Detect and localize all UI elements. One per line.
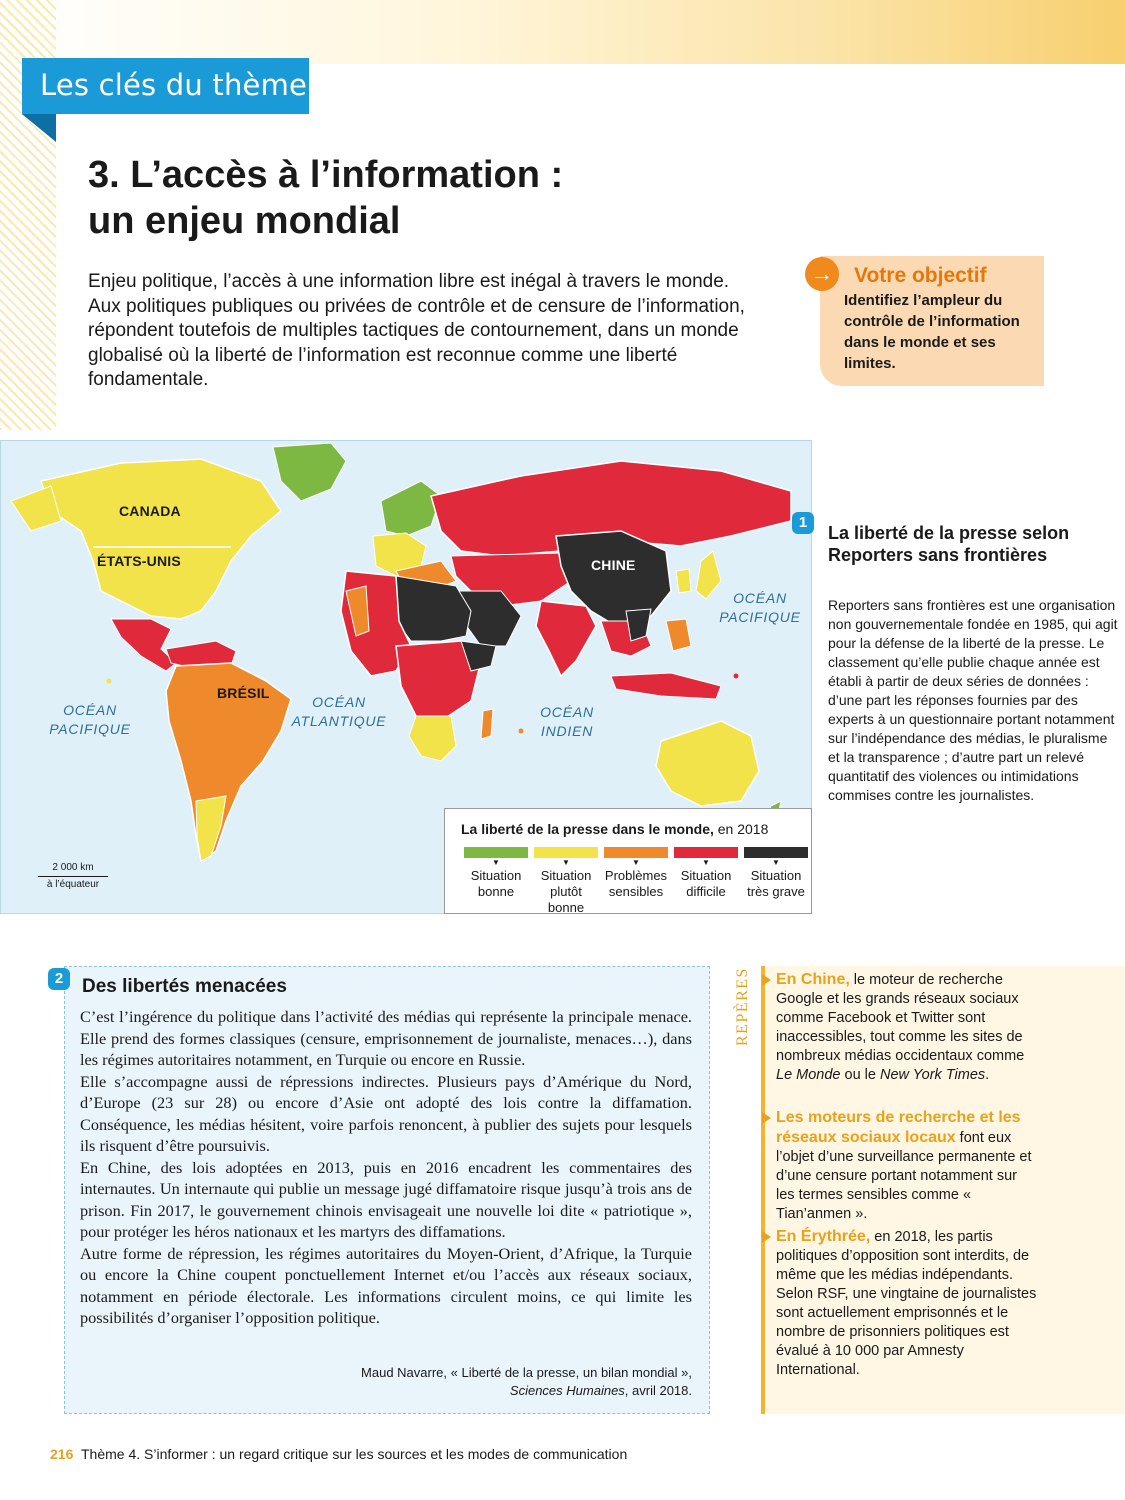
legend-item-label: Situation très grave — [747, 868, 805, 899]
ocean-label-line: PACIFIQUE — [49, 721, 131, 737]
arrow-right-icon: → — [805, 257, 839, 291]
title-line-2: un enjeu mondial — [88, 200, 401, 242]
legend-item — [741, 847, 811, 916]
legend-tick-icon: ▼ — [562, 858, 570, 867]
reperes-item-text: en 2018, les partis politiques d’opposition sont interdits, de même que les médias indépendants. Selon RSF, une vingtaine de journalistes sont actuellement emprisonnés et le nombre de prisonniers politiques est évalué à 10 000 par Amnesty International. — [776, 1229, 1037, 1378]
map-scale — [38, 862, 108, 890]
map-label-chine: CHINE — [591, 557, 636, 573]
legend-swatch — [604, 847, 668, 858]
ocean-label-line: OCÉAN — [540, 704, 594, 720]
doc2-paragraph: C’est l’ingérence du politique dans l’activité des médias qui représente la principale menace. Elle prend des formes classiques (censure, emprisonnement de journaliste, menaces…), dans les régimes autoritaires notamment, en Turquie ou encore en Russie. — [80, 1007, 692, 1069]
region-north-america — [41, 459, 281, 619]
reperes-item-lead: Les moteurs de recherche et les réseaux sociaux locaux — [776, 1109, 1021, 1146]
triangle-bullet-icon — [762, 1231, 771, 1243]
reperes-item-lead: En Chine, — [776, 971, 850, 988]
region-island-3 — [107, 679, 112, 684]
reperes-item — [776, 1108, 1038, 1224]
reperes-item-lead: En Érythrée, — [776, 1228, 871, 1245]
page-number: 216 — [50, 1446, 74, 1462]
reperes-label-text: REPÈRES — [734, 967, 751, 1046]
doc2-paragraph: En Chine, des lois adoptées en 2013, puis en 2016 encadrent les commentaires des internautes. Un internaute qui publie un message jugé diffamatoire risque jusqu’à trois ans de prison. Fin 2017, le gouvernement chinois envisageait une nouvelle loi dite « patriotique », pour protéger les héros nationaux et les martyrs des diffamations. — [80, 1157, 692, 1241]
theme-tab-fold — [22, 114, 56, 142]
intro-paragraph: Enjeu politique, l’accès à une information libre est inégal à travers le monde. Aux politiques publiques ou privées de contrôle et de censure de l’information, répondent toutefois de multiples tactiques de contournement, dans un monde globalisé où la liberté de l’information est reconnue comme une liberté fondamentale. — [88, 271, 745, 390]
ocean-label-indien — [529, 703, 605, 741]
doc1-title: La liberté de la presse selon Reporters sans frontières — [828, 523, 1070, 565]
doc1-text: Reporters sans frontières est une organisation non gouvernementale fondée en 1985, qui agit pour la défense de la liberté de la presse. Le classement qu’elle publie chaque année est établi à partir de deux séries de données : d’une part les réponses fournies par des experts à un questionnaire portant notamment sur l’indépendance des médias, le pluralisme et la transparence ; d’autre part un relevé quantitatif des violences ou intimidations commises contre les journalistes. — [828, 597, 1118, 803]
reperes-item-italic: Le Monde — [776, 1067, 841, 1083]
legend-tick-icon: ▼ — [702, 858, 710, 867]
title-line-1: 3. L’accès à l’information : — [88, 154, 564, 196]
region-island-2 — [734, 674, 739, 679]
region-madagascar — [481, 709, 493, 739]
map-label-bresil: BRÉSIL — [217, 685, 270, 701]
legend-item-label: Problèmes sensibles — [604, 868, 668, 899]
page-footer — [50, 1446, 627, 1462]
region-greenland — [273, 443, 346, 501]
footer-text: Thème 4. S’informer : un regard critique sur les sources et les modes de communication — [81, 1446, 628, 1462]
legend-tick-icon: ▼ — [492, 858, 500, 867]
reperes-item-italic: New York Times — [880, 1067, 986, 1083]
legend-title-main: La liberté de la presse dans le monde, — [461, 821, 714, 837]
map-label-canada: CANADA — [119, 503, 181, 519]
legend-item-label: Situation difficile — [680, 868, 732, 899]
doc2-paragraph: Elle s’accompagne aussi de répressions indirectes. Plusieurs pays d’Amérique du Nord, d’Europe (23 sur 28) ou encore d’Asie ont adopté des lois contre la diffamation. Conséquence, les médias hésitent, voire parfois renoncent, à publier des sujets pour lesquels ils risquent d’être poursuivis. — [80, 1071, 692, 1155]
region-australia — [656, 721, 759, 806]
region-mexico — [111, 619, 176, 671]
doc2-source-publication — [80, 1382, 692, 1400]
legend-swatch — [744, 847, 808, 858]
legend-item — [601, 847, 671, 916]
legend-swatch — [534, 847, 598, 858]
ocean-label-pacifique-west — [47, 701, 133, 739]
scale-note: à l’équateur — [46, 879, 100, 890]
reperes-item-text: . — [985, 1067, 990, 1083]
objective-title: Votre objectif — [854, 264, 987, 287]
reperes-item — [776, 970, 1038, 1085]
reperes-label — [734, 968, 758, 1048]
doc2-source-date: , avril 2018. — [624, 1383, 692, 1398]
doc2-number-badge: 2 — [48, 968, 70, 990]
ocean-label-line: OCÉAN — [733, 590, 787, 606]
ocean-label-line: OCÉAN — [312, 694, 366, 710]
reperes-item-text: le moteur de recherche Google et les grands réseaux sociaux comme Facebook et Twitter sont inaccessibles, tout comme les sites de nombreux médias occidentaux comme — [776, 972, 1025, 1064]
legend-swatch — [674, 847, 738, 858]
doc1-number-badge: 1 — [792, 512, 814, 534]
page-title — [88, 152, 563, 244]
reperes-item-text: ou le — [840, 1067, 880, 1083]
region-north-africa — [396, 576, 471, 641]
top-band — [0, 0, 1125, 64]
scale-bar — [38, 876, 108, 877]
reperes-item-text: font eux l’objet d’une surveillance permanente et d’une censure portant notamment sur les termes sensibles comme « Tian’anmen ». — [776, 1130, 1032, 1222]
objective-box — [820, 256, 1044, 386]
scale-value: 2 000 km — [52, 862, 94, 873]
region-philippines — [666, 619, 691, 651]
ocean-label-line: PACIFIQUE — [719, 609, 801, 625]
ocean-label-line: OCÉAN — [63, 702, 117, 718]
region-island-1 — [519, 729, 524, 734]
doc2-title: Des libertés menacées — [82, 976, 287, 997]
region-india — [536, 601, 596, 676]
map-legend — [444, 808, 812, 914]
region-indonesia — [611, 673, 721, 699]
ocean-label-pacifique-east — [717, 589, 803, 627]
legend-item — [531, 847, 601, 916]
legend-tick-icon: ▼ — [632, 858, 640, 867]
legend-item — [671, 847, 741, 916]
ocean-label-line: ATLANTIQUE — [291, 713, 387, 729]
legend-item — [461, 847, 531, 916]
legend-item-label: Situation plutôt bonne — [540, 868, 592, 915]
ocean-label-atlantique — [289, 693, 389, 731]
legend-item-label: Situation bonne — [470, 868, 522, 899]
doc2-text — [80, 1006, 692, 1329]
doc2-source — [80, 1364, 692, 1400]
triangle-bullet-icon — [762, 974, 771, 986]
legend-swatch — [464, 847, 528, 858]
doc2-paragraph: Autre forme de répression, les régimes autoritaires du Moyen-Orient, d’Afrique, la Turquie ou encore la Chine coupent ponctuellement Internet et/ou l’accès aux réseaux sociaux, notamment en période électorale. Les informations circulent moins, ce qui limite les possibilités d’organiser l’opposition politique. — [80, 1243, 692, 1327]
reperes-item — [776, 1227, 1038, 1380]
theme-tab: Les clés du thème — [22, 58, 309, 114]
region-korea — [676, 569, 691, 593]
doc2-source-author: Maud Navarre, « Liberté de la presse, un bilan mondial », — [361, 1365, 692, 1380]
doc2-source-pub: Sciences Humaines — [509, 1383, 625, 1398]
legend-title — [461, 821, 811, 837]
legend-items — [461, 847, 811, 916]
ocean-label-line: INDIEN — [540, 723, 594, 739]
legend-tick-icon: ▼ — [772, 858, 780, 867]
legend-title-year: en 2018 — [713, 821, 769, 837]
triangle-bullet-icon — [762, 1112, 771, 1124]
region-southern-africa — [409, 716, 456, 761]
objective-text: Identifiez l’ampleur du contrôle de l’information dans le monde et ses limites. — [844, 292, 1020, 372]
region-europe-north — [381, 481, 441, 536]
map-label-usa: ÉTATS-UNIS — [97, 553, 181, 569]
